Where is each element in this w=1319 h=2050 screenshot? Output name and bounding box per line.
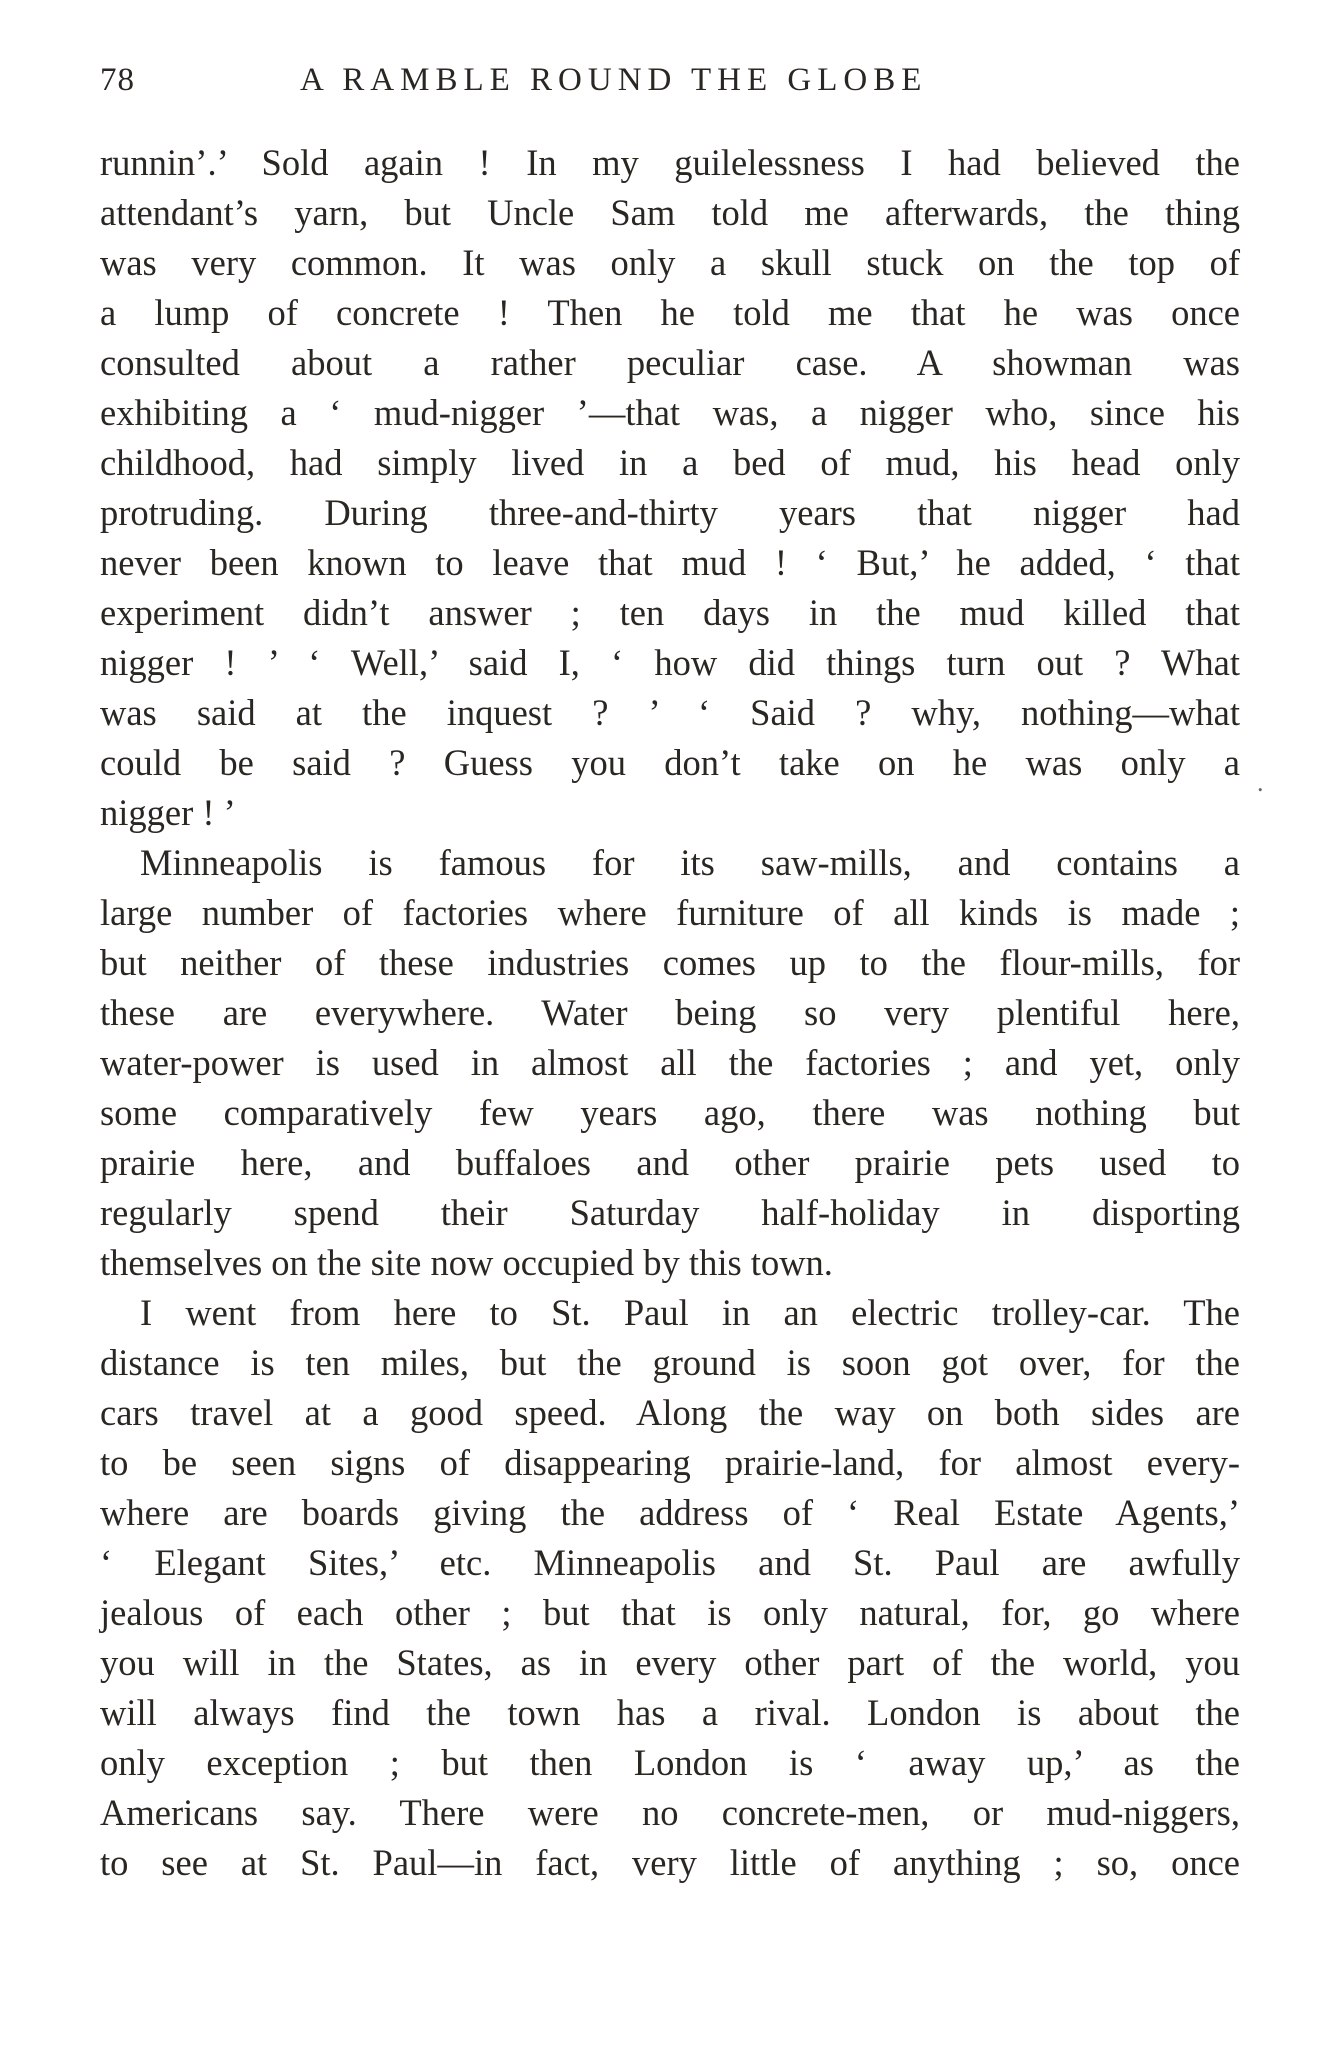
text-line: nigger ! ’ ‘ Well,’ said I, ‘ how did things turn out ? What: [100, 642, 1240, 683]
text-line: exhibiting a ‘ mud-nigger ’—that was, a nigger who, since his: [100, 392, 1240, 433]
text-line: consulted about a rather peculiar case. A showman was: [100, 342, 1240, 383]
text-line: could be said ? Guess you don’t take on he was only a: [100, 742, 1240, 783]
text-line: jealous of each other ; but that is only natural, for, go where: [100, 1592, 1240, 1633]
page-number: 78: [100, 62, 135, 98]
text-line: attendant’s yarn, but Uncle Sam told me afterwards, the thing: [100, 192, 1240, 233]
text-line: ‘ Elegant Sites,’ etc. Minneapolis and St. Paul are awfully: [100, 1542, 1240, 1583]
margin-mark: .: [1257, 768, 1264, 797]
text-line: where are boards giving the address of ‘ Real Estate Agents,’: [100, 1492, 1240, 1533]
paragraph-end-line: nigger ! ’: [100, 792, 236, 833]
text-line: a lump of concrete ! Then he told me that he was once: [100, 292, 1240, 333]
paragraph-start-line: Minneapolis is famous for its saw-mills, and contains a: [140, 842, 1240, 883]
body-text: [100, 138, 1240, 1888]
text-line: was said at the inquest ? ’ ‘ Said ? why, nothing—what: [100, 692, 1240, 733]
text-line: experiment didn’t answer ; ten days in the mud killed that: [100, 592, 1240, 633]
text-line: only exception ; but then London is ‘ away up,’ as the: [100, 1742, 1240, 1783]
paragraph-start-line: I went from here to St. Paul in an electric trolley-car. The: [140, 1292, 1240, 1333]
text-line: protruding. During three-and-thirty years that nigger had: [100, 492, 1240, 533]
text-line: regularly spend their Saturday half-holiday in disporting: [100, 1192, 1240, 1233]
text-line: but neither of these industries comes up to the flour-mills, for: [100, 942, 1240, 983]
text-line: distance is ten miles, but the ground is soon got over, for the: [100, 1342, 1240, 1383]
text-line: will always find the town has a rival. London is about the: [100, 1692, 1240, 1733]
text-line: cars travel at a good speed. Along the way on both sides are: [100, 1392, 1240, 1433]
running-head: [100, 62, 1240, 112]
text-line: was very common. It was only a skull stuck on the top of: [100, 242, 1240, 283]
text-line: childhood, had simply lived in a bed of mud, his head only: [100, 442, 1240, 483]
text-line: prairie here, and buffaloes and other prairie pets used to: [100, 1142, 1240, 1183]
text-line: never been known to leave that mud ! ‘ But,’ he added, ‘ that: [100, 542, 1240, 583]
text-line: runnin’.’ Sold again ! In my guilelessness I had believed the: [100, 142, 1240, 183]
text-line: water-power is used in almost all the factories ; and yet, only: [100, 1042, 1240, 1083]
text-line: to see at St. Paul—in fact, very little of anything ; so, once: [100, 1842, 1240, 1883]
text-line: to be seen signs of disappearing prairie-land, for almost every-: [100, 1442, 1240, 1483]
text-line: these are everywhere. Water being so very plentiful here,: [100, 992, 1240, 1033]
text-line: Americans say. There were no concrete-men, or mud-niggers,: [100, 1792, 1240, 1833]
running-title: A RAMBLE ROUND THE GLOBE: [300, 62, 928, 98]
text-line: some comparatively few years ago, there was nothing but: [100, 1092, 1240, 1133]
text-line: large number of factories where furniture of all kinds is made ;: [100, 892, 1240, 933]
text-line: you will in the States, as in every other part of the world, you: [100, 1642, 1240, 1683]
paragraph-end-line: themselves on the site now occupied by this town.: [100, 1242, 833, 1283]
